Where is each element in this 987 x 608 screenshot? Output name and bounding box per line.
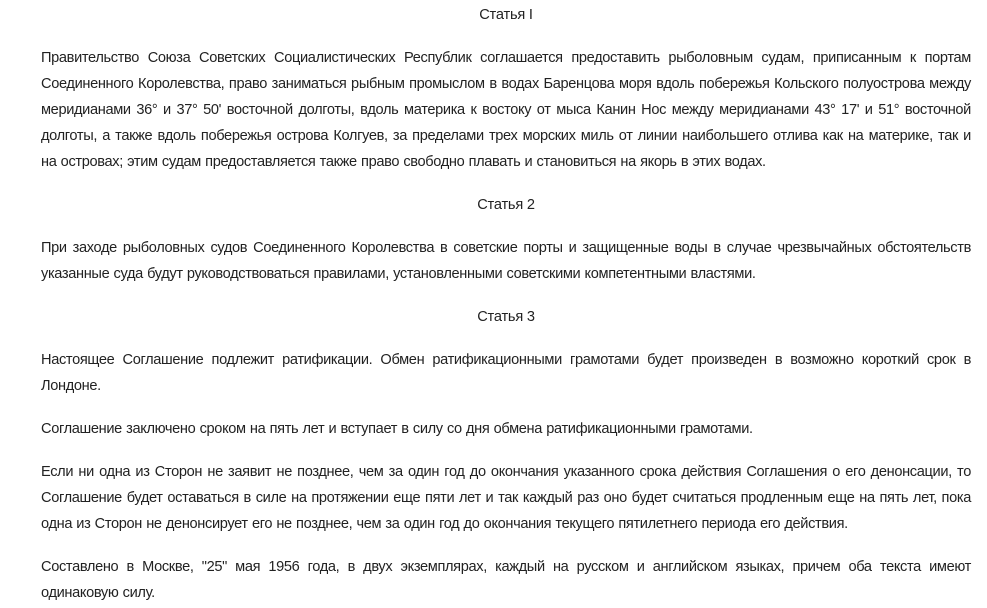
article-3-paragraph-4: Составлено в Москве, "25" мая 1956 года, в двух экземплярах, каждый на русском и английском языках, причем оба текста имеют одинаковую силу. (41, 559, 971, 601)
article-3-paragraph-3: Если ни одна из Сторон не заявит не позднее, чем за один год до окончания указанного срока действия Соглашения о его денонсации, то Соглашение будет оставаться в силе на протяжении еще пяти лет и так каждый раз оно будет считаться продленным еще на пять лет, пока одна из Сторон не денонсирует его не позднее, чем за один год до окончания текущего пятилетнего периода его действия. (41, 464, 971, 532)
article-1-paragraph-1: Правительство Союза Советских Социалистических Республик соглашается предоставить рыболовным судам, приписанным к портам Соединенного Королевства, право заниматься рыбным промыслом в водах Баренцова моря вдоль побережья Кольского полуострова между меридианами 36° и 37° 50' восточной долготы, вдоль материка к востоку от мыса Канин Нос между меридианами 43° 17' и 51° восточной долготы, а также вдоль побережья острова Колгуев, за пределами трех морских миль от линии наибольшего отлива как на материке, так и на островах; этим судам предоставляется также право свободно плавать и становиться на якорь в этих водах. (41, 50, 971, 170)
article-1-title: Статья I (479, 7, 533, 23)
article-2-title: Статья 2 (477, 197, 535, 213)
article-3-title: Статья 3 (477, 309, 535, 325)
article-2-paragraph-1: При заходе рыболовных судов Соединенного Королевства в советские порты и защищенные воды в случае чрезвычайных обстоятельств указанные суда будут руководствоваться правилами, установленными советскими компетентными властями. (41, 240, 971, 282)
article-3-paragraph-2: Соглашение заключено сроком на пять лет и вступает в силу со дня обмена ратификационными грамотами. (41, 421, 753, 437)
article-3-paragraph-1: Настоящее Соглашение подлежит ратификации. Обмен ратификационными грамотами будет произведен в возможно короткий срок в Лондоне. (41, 352, 971, 394)
